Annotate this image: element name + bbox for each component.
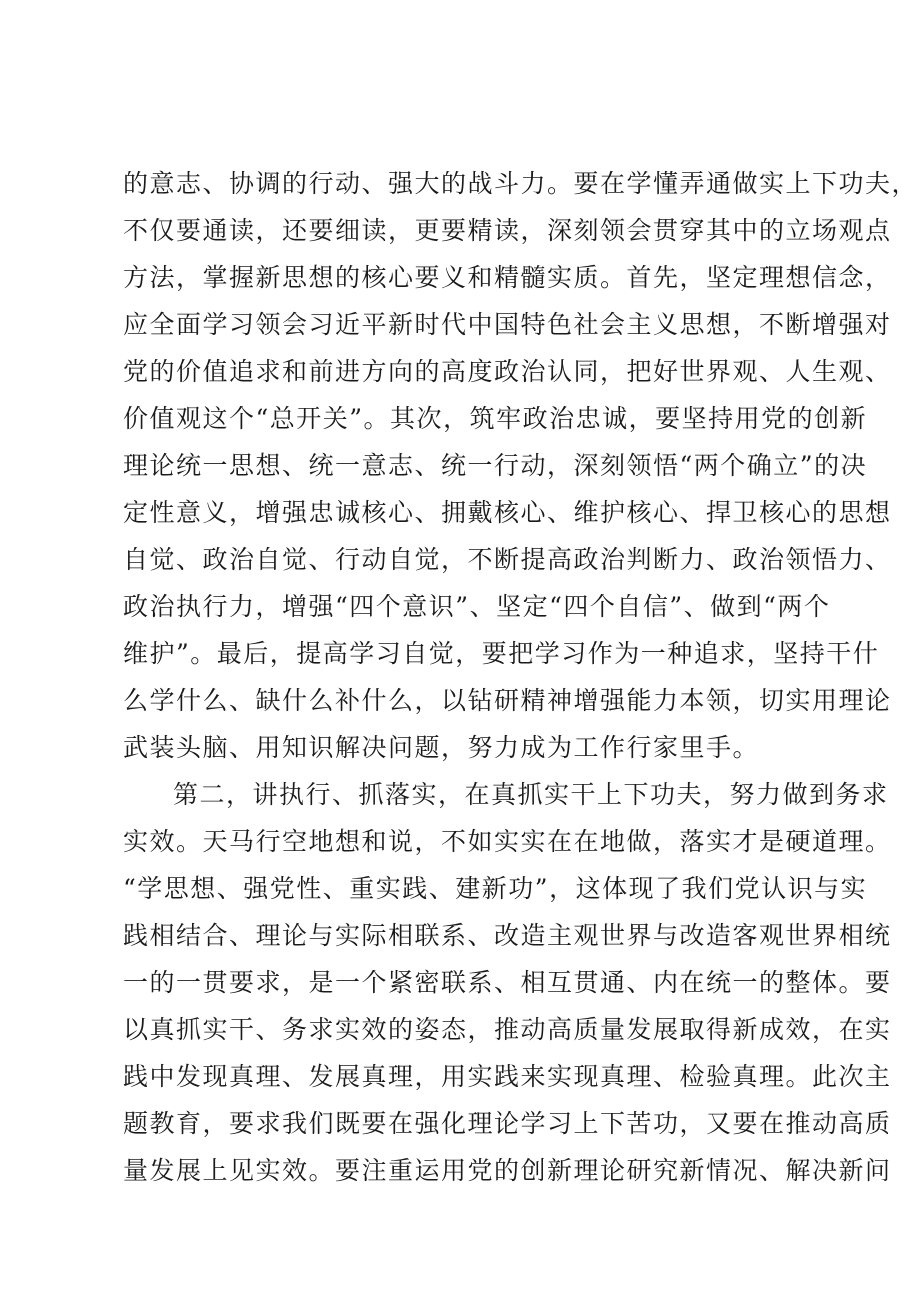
text-line: 党的价值追求和前进方向的高度政治认同，把好世界观、人生观、 (123, 357, 892, 386)
text-line: 的意志、协调的行动、强大的战斗力。要在学懂弄通做实上下功夫， (123, 169, 919, 198)
text-line: 价值观这个“总开关”。其次，筑牢政治忠诚，要坚持用党的创新 (123, 404, 868, 433)
text-line: “学思想、强党性、重实践、建新功”，这体现了我们党认识与实 (123, 874, 868, 903)
text-line: 践中发现真理、发展真理，用实践来实现真理、检验真理。此次主 (123, 1062, 892, 1091)
text-line: 题教育，要求我们既要在强化理论学习上下苦功，又要在推动高质 (123, 1109, 892, 1138)
text-line: 定性意义，增强忠诚核心、拥戴核心、维护核心、捍卫核心的思想 (123, 498, 892, 527)
text-line: 武装头脑、用知识解决问题，努力成为工作行家里手。 (123, 733, 760, 762)
text-line: 践相结合、理论与实际相联系、改造主观世界与改造客观世界相统 (123, 921, 892, 950)
text-line: 应全面学习领会习近平新时代中国特色社会主义思想，不断增强对 (123, 310, 892, 339)
text-line: 自觉、政治自觉、行动自觉，不断提高政治判断力、政治领悟力、 (123, 545, 892, 574)
text-line: 一的一贯要求，是一个紧密联系、相互贯通、内在统一的整体。要 (123, 968, 892, 997)
text-line: 维护”。最后，提高学习自觉，要把学习作为一种追求，坚持干什 (123, 639, 880, 668)
text-line: 政治执行力，增强“四个意识”、坚定“四个自信”、做到“两个 (123, 592, 831, 621)
text-line: 理论统一思想、统一意志、统一行动，深刻领悟“两个确立”的决 (123, 451, 868, 480)
text-line: 以真抓实干、务求实效的姿态，推动高质量发展取得新成效，在实 (123, 1015, 892, 1044)
text-line: 么学什么、缺什么补什么，以钻研精神增强能力本领，切实用理论 (123, 686, 892, 715)
text-line: 量发展上见实效。要注重运用党的创新理论研究新情况、解决新问 (123, 1156, 892, 1185)
text-line: 实效。天马行空地想和说，不如实实在在地做，落实才是硬道理。 (123, 827, 892, 856)
text-line: 方法，掌握新思想的核心要义和精髓实质。首先，坚定理想信念， (123, 263, 892, 292)
text-line: 不仅要通读，还要细读，更要精读，深刻领会贯穿其中的立场观点 (123, 216, 892, 245)
paragraph-start-line: 第二，讲执行、抓落实，在真抓实干上下功夫，努力做到务求 (173, 780, 889, 809)
